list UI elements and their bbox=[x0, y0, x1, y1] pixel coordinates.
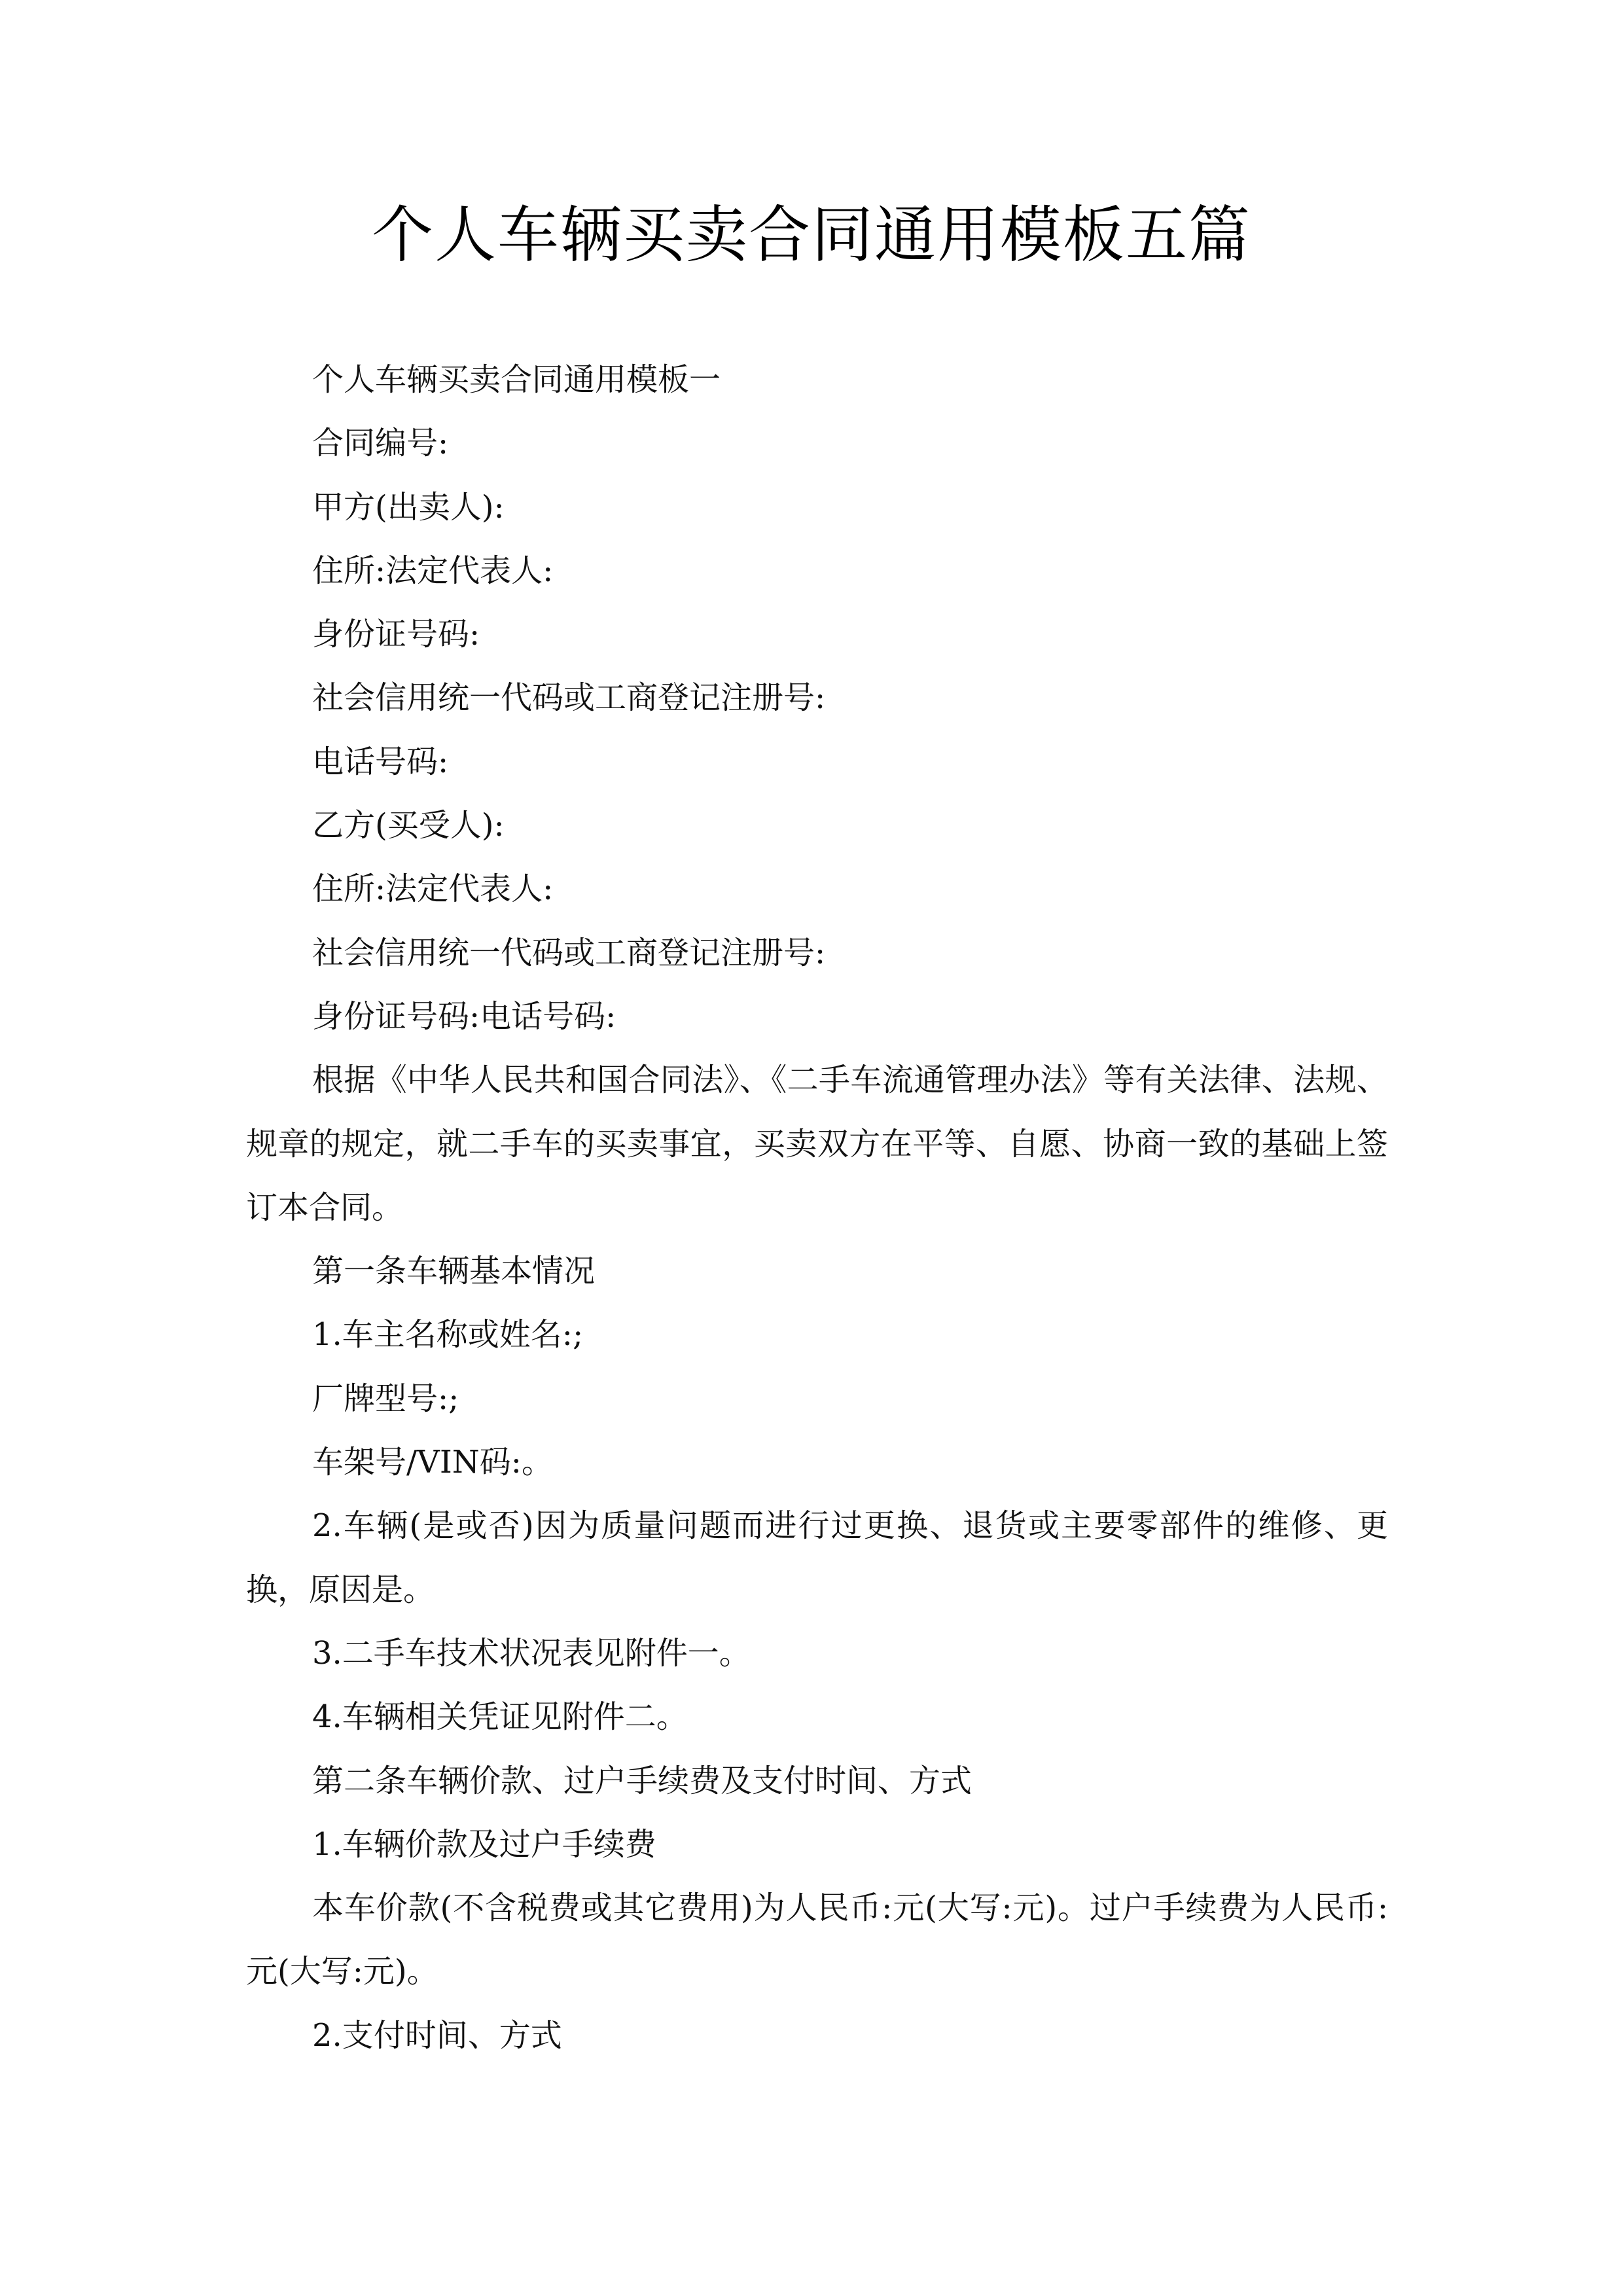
party-a-id-number: 身份证号码: bbox=[312, 616, 480, 653]
party-a-phone: 电话号码: bbox=[312, 743, 449, 780]
article-one-heading: 第一条车辆基本情况 bbox=[312, 1253, 596, 1290]
party-b-buyer-label: 乙方(买受人): bbox=[312, 807, 505, 844]
owner-name-item: 1.车主名称或姓名:; bbox=[312, 1316, 584, 1354]
vehicle-documents-item: 4.车辆相关凭证见附件二。 bbox=[312, 1698, 688, 1736]
preamble-paragraph: 根据《中华人民共和国合同法》、《二手车流通管理办法》等有关法律、法规、规章的规定，就二手车的买卖事宜，买卖双方在平等、自愿、协商一致的基础上签订本合同。 bbox=[246, 1062, 1388, 1226]
party-a-seller-label: 甲方(出卖人): bbox=[312, 488, 505, 526]
repair-history-item: 2.车辆(是或否)因为质量问题而进行过更换、退货或主要零部件的维修、更换，原因是。 bbox=[246, 1507, 1388, 1608]
contract-number-field: 合同编号: bbox=[312, 425, 449, 462]
vin-item: 车架号/VIN码:。 bbox=[312, 1444, 553, 1481]
party-b-id-phone: 身份证号码:电话号码: bbox=[312, 997, 616, 1035]
document-title: 个人车辆买卖合同通用模板五篇 bbox=[371, 200, 1251, 271]
price-paragraph: 本车价款(不含税费或其它费用)为人民币:元(大写:元)。过户手续费为人民币:元(大写:元)。 bbox=[246, 1890, 1388, 1990]
party-a-address-legal-rep: 住所:法定代表人: bbox=[312, 552, 554, 589]
party-b-credit-code: 社会信用统一代码或工商登记注册号: bbox=[312, 934, 826, 971]
brand-model-item: 厂牌型号:; bbox=[312, 1380, 459, 1417]
document-body bbox=[246, 348, 1388, 2068]
party-a-credit-code: 社会信用统一代码或工商登记注册号: bbox=[312, 679, 826, 717]
price-and-fee-subheading: 1.车辆价款及过户手续费 bbox=[312, 1825, 656, 1863]
technical-condition-item: 3.二手车技术状况表见附件一。 bbox=[312, 1634, 751, 1672]
party-b-address-legal-rep: 住所:法定代表人: bbox=[312, 870, 554, 908]
section-heading-template-one: 个人车辆买卖合同通用模板一 bbox=[312, 361, 721, 398]
payment-time-method-subheading: 2.支付时间、方式 bbox=[312, 2017, 562, 2054]
article-two-heading: 第二条车辆价款、过户手续费及支付时间、方式 bbox=[312, 1762, 972, 1799]
